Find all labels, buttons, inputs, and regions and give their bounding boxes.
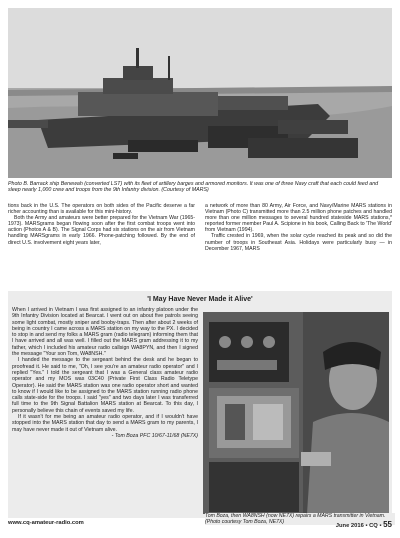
sidebar-signature: - Tom Boza PFC 10/67-11/68 (NE7X) (111, 432, 198, 439)
footer-bullet: • (365, 523, 368, 529)
barrack-ship-illustration (8, 8, 392, 178)
footer-url: www.cq-amateur-radio.com (8, 520, 84, 526)
sidebar-text (12, 307, 198, 439)
body-paragraph: a network of more than 80 Army, Air Force, and Navy/Marine MARS stations in Vietnam (Photo C) transmitted more than 2.5 million phone patches and handled more than one million messages to several hundred stateside MARS stations,* reported former member Paul A. Scipione in his book, Calling Back to 'The World' from Vietnam (1994). (205, 203, 392, 234)
body-paragraph: Traffic crested in 1969, when the solar cycle reached its peak and so did the number of troops in Southeast Asia. Holidays were particularly busy — in December 1967, MARS (205, 233, 392, 252)
footer-bullet: • (379, 523, 382, 529)
photo-b-barrack-ship (8, 8, 392, 178)
body-paragraph: tions back in the U.S. The operators on both sides of the Pacific deserve a far richer accounting than is available for this mini-history. (8, 203, 195, 216)
sidebar-paragraph: If it wasn't for me being an amateur radio operator, and if I wouldn't have stopped into the MARS station that day to send a MARS gram to my parents, I may have never made it out of Vietnam alive. (12, 414, 198, 433)
footer-magazine: CQ (369, 523, 378, 529)
photo-b-caption: Photo B. Barrack ship Benewah (converted LST) with its fleet of artillery barges and armored monitors. It was one of three Navy craft that each could feed and sleep nearly 1,000 crew and troops from the 9th Infantry division. (Courtesy of MARS) (8, 181, 379, 194)
footer-folio (336, 520, 392, 529)
photo-c-caption: Tom Boza, then WA8NSH (now NE7X) repairs a MARS transmitter in Vietnam. (Photo courtesy Tom Boza, NE7X) (205, 513, 395, 525)
footer-page-number: 55 (383, 520, 392, 529)
photo-c-radio-operator (203, 312, 389, 514)
body-right-column (205, 203, 392, 252)
footer-issue: June 2016 (335, 523, 364, 529)
body-paragraph: Both the Army and amateurs were better prepared for the Vietnam War (1965-1973). MARSgrams began flowing soon after the first combat troops went into action (Photos A & B). The Signal Corps had six stations on the air from Vietnam handling MARSgrams in early 1966. Phone-patching followed. By the end of direct U.S. involvement eight years later, (8, 215, 195, 246)
radio-operator-illustration (203, 312, 389, 514)
body-left-column (8, 203, 195, 246)
sidebar-title: 'I May Have Never Made it Alive' (147, 296, 253, 303)
sidebar-paragraph: I handed the message to the sergeant behind the desk and he began to proofread it. He said to me, "Oh, I see you're an amateur radio operator" and I replied "Yes." I told the sergeant that I was a General class amateur radio operator and my MOS was 03C40 (Private First Class Radio Teletype Operator). He said the MARS station was one radio operator short and wanted to know if I would like to be assigned to the MARS station running radio phone calls state-side for the troops. I said "yes" and two days later I was transferred full time to the 9th Signal Battalion MARS station at Bearcat. To this day, I personally believe this chain of events saved my life. (12, 357, 198, 414)
sidebar-paragraph: When I arrived in Vietnam I was first assigned to an infantry platoon under the 9th Infantry Division located at Bearcat. I went out on about five patrols seeing some light combat, mostly sniper and booby-traps. Then after about 2 weeks of being in country I came across a MARS station on my way to the PX. I decided to stop in and send my folks a MARS gram (radio telegram) informing them that I have arrived and all was well. I filled out the MARS gram addressing it to my father, which I included his amateur radio callsign WA8PYN, and then I signed the message "Your son Tom, WA8NSH." (12, 307, 198, 358)
